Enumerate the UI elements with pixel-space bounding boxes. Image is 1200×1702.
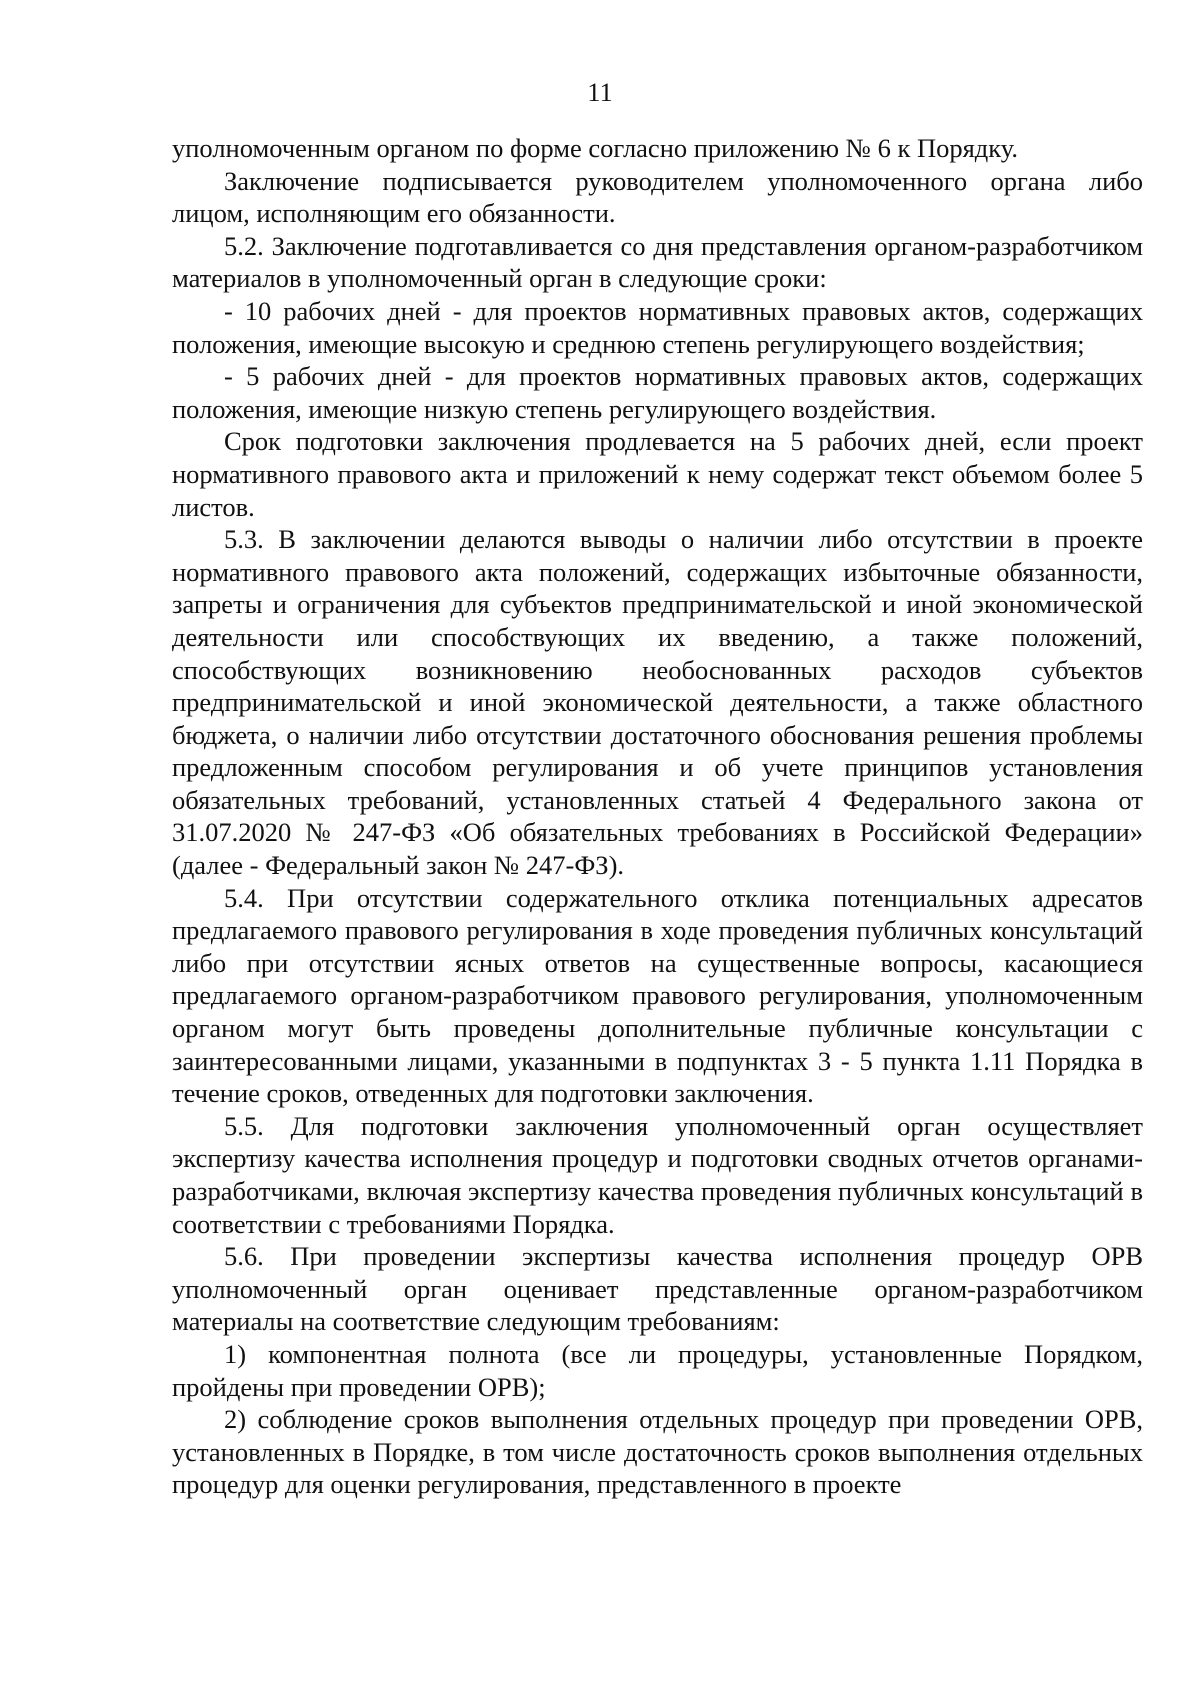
paragraph-signature: Заключение подписывается руководителем уполномоченного органа либо лицом, исполняющим его обязанности.: [172, 165, 1143, 229]
paragraph-5-5: 5.5. Для подготовки заключения уполномоченный орган осуществляет экспертизу качества исполнения процедур и подготовки сводных отчетов органами-разработчиками, включая экспертизу качества проведения публичных консультаций в соответствии с требованиями Порядка.: [172, 1110, 1143, 1239]
list-item-5-days: - 5 рабочих дней - для проектов нормативных правовых актов, содержащих положения, имеющие низкую степень регулирующего воздействия.: [172, 361, 1143, 424]
list-item-1: 1) компонентная полнота (все ли процедуры, установленные Порядком, пройдены при проведении ОРВ);: [172, 1338, 1143, 1402]
paragraph-5-3: 5.3. В заключении делаются выводы о наличии либо отсутствии в проекте нормативного правового акта положений, содержащих избыточные обязанности, запреты и ограничения для субъектов предпринимательской и иной экономической деятельности или способствующих их введению, а также положений, способствующих возникновению необоснованных расходов субъектов предпринимательской и иной экономической деятельности, а также областного бюджета, о наличии либо отсутствии достаточного обоснования решения проблемы предложенным способом регулирования и об учете принципов установления обязательных требований, установленных статьей 4 Федерального закона от 31.07.2020 № 247-ФЗ «Об обязательных требованиях в Российской Федерации» (далее - Федеральный закон № 247-ФЗ).: [172, 524, 1143, 881]
paragraph-5-2: 5.2. Заключение подготавливается со дня представления органом-разработчиком материалов в уполномоченный орган в следующие сроки:: [172, 230, 1143, 294]
list-item-2: 2) соблюдение сроков выполнения отдельных процедур при проведении ОРВ, установленных в Порядке, в том числе достаточность сроков выполнения отдельных процедур для оценки регулирования, представленного в проекте: [172, 1404, 1143, 1500]
document-body: [172, 132, 1143, 1501]
paragraph-5-4: 5.4. При отсутствии содержательного отклика потенциальных адресатов предлагаемого правового регулирования в ходе проведения публичных консультаций либо при отсутствии ясных ответов на существенные вопросы, касающиеся предлагаемого органом-разработчиком правового регулирования, уполномоченным органом могут быть проведены дополнительные публичные консультации с заинтересованными лицами, указанными в подпунктах 3 - 5 пункта 1.11 Порядка в течение сроков, отведенных для подготовки заключения.: [172, 882, 1143, 1109]
paragraph-5-6: 5.6. При проведении экспертизы качества исполнения процедур ОРВ уполномоченный орган оценивает представленные органом-разработчиком материалы на соответствие следующим требованиям:: [172, 1241, 1143, 1337]
paragraph-extension: Срок подготовки заключения продлевается на 5 рабочих дней, если проект нормативного правового акта и приложений к нему содержат текст объемом более 5 листов.: [172, 426, 1143, 522]
paragraph-continuation: уполномоченным органом по форме согласно приложению № 6 к Порядку.: [172, 133, 1018, 163]
page-number: 11: [587, 77, 613, 107]
list-item-10-days: - 10 рабочих дней - для проектов нормативных правовых актов, содержащих положения, имеющие высокую и среднюю степень регулирующего воздействия;: [172, 295, 1143, 359]
